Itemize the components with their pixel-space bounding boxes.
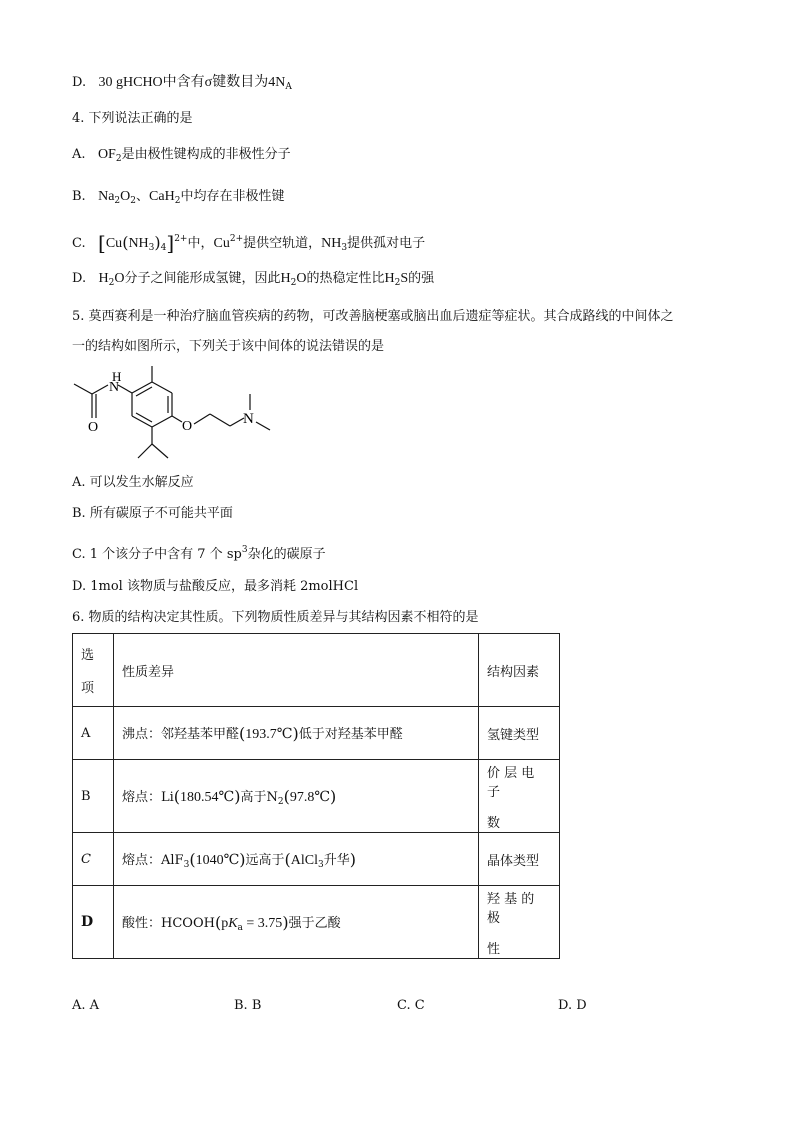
choice-c: C. C (397, 998, 425, 1013)
header-factor: 结构因素 (479, 634, 560, 707)
q4-stem: 4. 下列说法正确的是 (72, 111, 193, 126)
table-row: B 熔点：Li(180.54℃)高于$N_2(97.8℃)$ 价 层 电 子 数 (73, 760, 560, 833)
atom-n-amide: N (109, 380, 120, 395)
q3-option-d: D. 30 gHCHO中含有σ键数目为$4N_A$ (72, 75, 292, 92)
q4-option-d: D. $H_2O$分子之间能形成氢键，因此$H_2O$的热稳定性比$H_2S$的强 (72, 271, 435, 288)
q5-option-b: B. 所有碳原子不可能共平面 (72, 506, 233, 521)
choice-d: D. D (558, 998, 587, 1013)
atom-o-carbonyl: O (88, 420, 99, 435)
header-property: 性质差异 (114, 634, 479, 707)
q4-option-c: C. $[Cu(NH_3)_4]^{2+}$中，$Cu^{2+}$提供空轨道，$NH_3$提供孤对电子 (72, 231, 426, 255)
table-row: D 酸性：$HCOOH(pK_a = 3.75)$强于乙酸 羟 基 的 极 性 (73, 886, 560, 959)
q6-stem: 6. 物质的结构决定其性质。下列物质性质差异与其结构因素不相符的是 (72, 610, 479, 625)
atom-h: H (112, 369, 122, 384)
choice-b: B. B (234, 998, 262, 1013)
q5-molecule-structure (70, 364, 290, 468)
table-row: C 熔点：AlF$_3$(1040℃)远高于(AlCl$_3$升华) 晶体类型 (73, 833, 560, 886)
q6-table (72, 633, 560, 959)
choice-a: A. A (72, 998, 100, 1013)
q5-stem-line2: 一的结构如图所示，下列关于该中间体的说法错误的是 (72, 339, 385, 354)
q5-option-c: C. 1 个该分子中含有 7 个 $sp^3$杂化的碳原子 (72, 545, 326, 562)
q6-choices (72, 998, 632, 1016)
q5-option-a: A. 可以发生水解反应 (72, 475, 194, 490)
q4-option-b: B. $Na_2O_2$、CaH$_2$中均存在非极性键 (72, 189, 285, 206)
atom-o-ether: O (182, 419, 193, 434)
table-row: A 沸点：邻羟基苯甲醛(193.7℃)低于对羟基苯甲醛 氢键类型 (73, 707, 560, 760)
q5-option-d: D. 1mol 该物质与盐酸反应，最多消耗 2molHCl (72, 579, 359, 594)
q5-stem-line1: 5. 莫西赛利是一种治疗脑血管疾病的药物，可改善脑梗塞或脑出血后遗症等症状。其合成路线的中间体之 (72, 309, 674, 324)
q4-option-a: A. $OF_2$是由极性键构成的非极性分子 (72, 147, 291, 164)
q3-option-d-text: 30 gHCHO中含有σ键数目为4N (98, 75, 286, 90)
table-header-row (73, 634, 560, 707)
atom-n-amine: N (243, 411, 254, 427)
header-option: 选 项 (73, 634, 114, 707)
